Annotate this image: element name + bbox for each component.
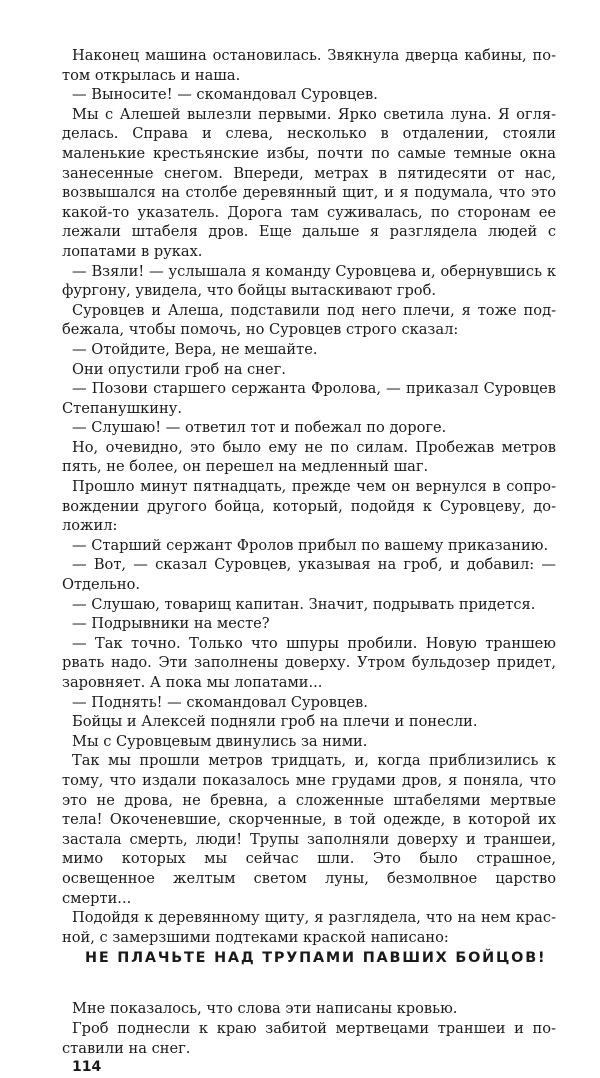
paragraph: Мы с Алешей вылезли первыми. Ярко светила луна. Я огляделась. Справа и слева, несколько в отдалении, стояли маленькие крестьянские избы, почти по самые темные окна занесенные снегом. Впереди, метрах в пятидесяти от нас, возвышался на столбе деревянный щит, и я подумала, что это какой-то указатель. Дорога там суживалась, по сторонам ее лежали штабеля дров. Еще дальше я разглядела людей с лопатами в руках.	[62, 105, 556, 260]
paragraph: — Поднять! — скомандовал Суровцев.	[72, 693, 368, 711]
paragraph: Мы с Суровцевым двинулись за ними.	[72, 732, 368, 750]
paragraph: — Слушаю, товарищ капитан. Значит, подрывать придется.	[72, 595, 536, 613]
paragraph: Суровцев и Алеша, подставили под него плечи, я тоже подбежала, чтобы помочь, но Суровцев строго сказал:	[62, 301, 556, 339]
paragraph: — Слушаю! — ответил тот и побежал по дороге.	[72, 419, 447, 437]
paragraph: Так мы прошли метров тридцать, и, когда приблизились к тому, что издали показалось мне грудами дров, я поняла, что это не дрова, не бревна, а сложенные штабелями мертвые тела! Окоченевшие, скорченные, в той одежде, в которой их застала смерть, люди! Трупы заполняли доверху и траншеи, мимо которых мы сейчас шли. Это было страшное, освещенное желтым светом луны, безмолвное царство смерти...	[62, 752, 556, 907]
paragraph: — Вот, — сказал Суровцев, указывая на гроб, и добавил: — Отдельно.	[62, 556, 556, 594]
paragraph: Мне показалось, что слова эти написаны кровью.	[72, 1000, 458, 1018]
paragraph: — Выносите! — скомандовал Суровцев.	[72, 86, 378, 104]
paragraph: — Так точно. Только что шпуры пробили. Новую траншею рвать надо. Эти заполнены доверху. Утром бульдозер придет, заровняет. А пока мы лопатами...	[62, 634, 556, 691]
paragraph: — Отойдите, Вера, не мешайте.	[72, 340, 318, 358]
paragraph: Гроб поднесли к краю забитой мертвецами траншеи и поставили на снег.	[62, 1019, 556, 1057]
paragraph: Но, очевидно, это было ему не по силам. Пробежав метров пять, не более, он перешел на медленный шаг.	[62, 438, 556, 476]
paragraph: Бойцы и Алексей подняли гроб на плечи и понесли.	[72, 713, 478, 731]
page-number: 114	[72, 1059, 102, 1076]
paragraph: Прошло минут пятнадцать, прежде чем он вернулся в сопровождении другого бойца, который, подойдя к Суровцеву, доложил:	[62, 478, 556, 535]
paragraph: — Позови старшего сержанта Фролова, — приказал Суровцев Степанушкину.	[62, 380, 556, 417]
paragraph: Подойдя к деревянному щиту, я разглядела, что на нем красной, с замерзшими подтеками краской написано:	[62, 909, 556, 946]
text-block-top	[62, 46, 556, 947]
paragraph: — Взяли! — услышала я команду Суровцева и, обернувшись к фургону, увидела, что бойцы вытаскивают гроб.	[62, 262, 556, 300]
paragraph: — Подрывники на месте?	[72, 615, 270, 633]
sign-inscription-headline: НЕ ПЛАЧЬТЕ НАД ТРУПАМИ ПАВШИХ БОЙЦОВ!	[85, 950, 547, 967]
paragraph: Наконец машина остановилась. Звякнула дверца кабины, потом открылась и наша.	[62, 47, 556, 84]
paragraph: Они опустили гроб на снег.	[72, 360, 286, 378]
book-page	[62, 46, 556, 1078]
paragraph: — Старший сержант Фролов прибыл по вашему приказанию.	[72, 536, 549, 554]
spacer	[62, 969, 556, 999]
text-block-bottom	[62, 999, 556, 1058]
